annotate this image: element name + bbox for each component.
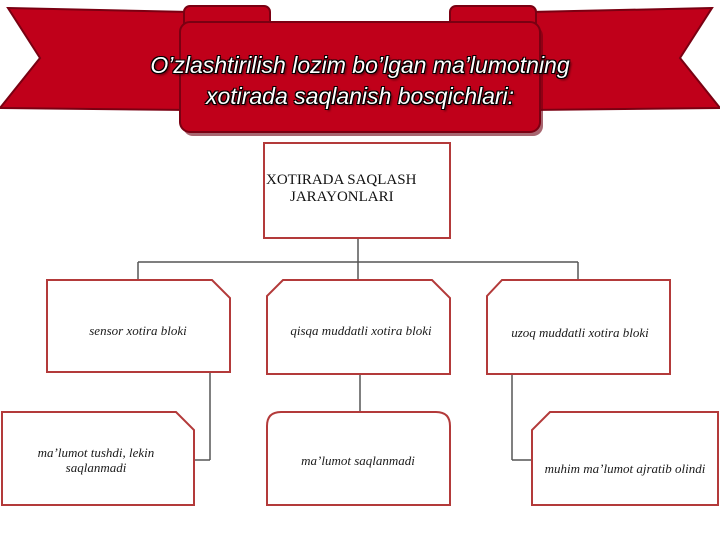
outcome-3-label	[538, 438, 712, 498]
outcome-2-text: ma’lumot saqlanmadi	[301, 452, 415, 468]
outcome-1-label	[8, 430, 184, 490]
stage-1-text: sensor xotira bloki	[89, 322, 187, 338]
stage-3-label	[500, 302, 660, 362]
root-label-line2: JARAYONLARI	[290, 189, 394, 205]
root-label	[266, 172, 456, 206]
stage-2-label	[286, 300, 436, 360]
outcome-1-text: ma’lumot tushdi, lekin saqlanmadi	[37, 445, 155, 475]
outcome-3-text: muhim ma’lumot ajratib olindi	[544, 460, 706, 476]
outcome-2-label	[272, 430, 444, 490]
stage-2-text: qisqa muddatli xotira bloki	[290, 322, 432, 338]
root-label-line1: XOTIRADA SAQLASH	[266, 172, 417, 188]
banner-title-line2: xotirada saqlanish bosqichlari:	[205, 83, 515, 109]
stage-3-text: uzoq muddatli xotira bloki	[511, 324, 649, 340]
stage-1-label	[52, 300, 224, 360]
banner-title-line1: O’zlashtirilish lozim bo’lgan ma’lumotning	[150, 52, 570, 78]
